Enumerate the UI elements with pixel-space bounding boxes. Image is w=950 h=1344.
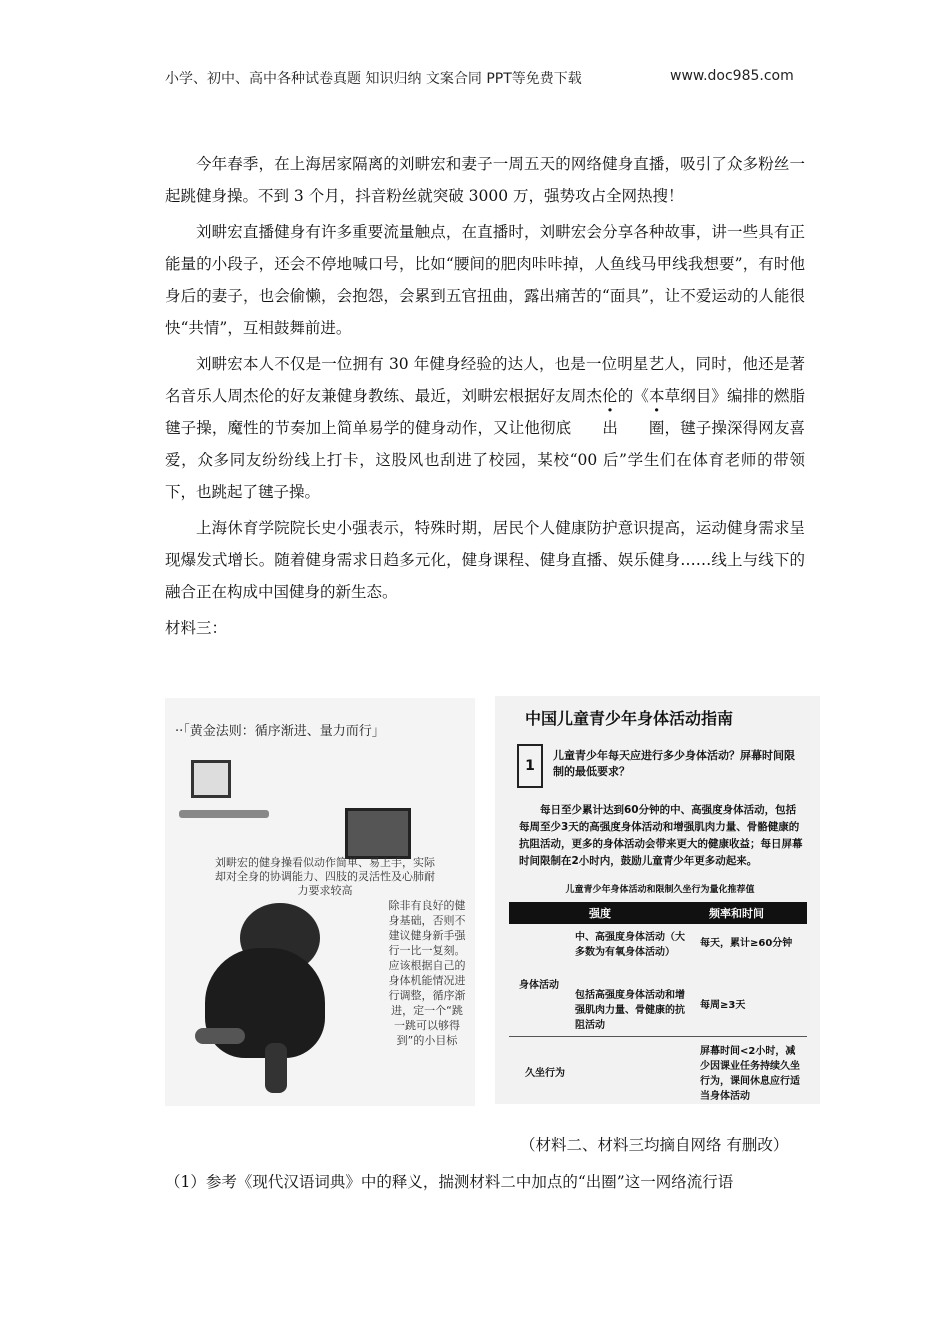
- paragraph-2: 刘畊宏直播健身有许多重要流量触点，在直播时，刘畊宏会分享各种故事，讲一些具有正能量的小段子，还会不停地喊口号，比如“腰间的肥肉咔咔掉，人鱼线马甲线我想要”，有时他身后的妻子，也会偷懒，会抱怨，会累到五官扭曲，露出痛苦的“面具”，让不爱运动的人能很快“共情”，互相鼓舞前进。: [165, 223, 805, 337]
- cell-high-freq: 每周≥3天: [700, 1000, 746, 1011]
- activity-guide-image: [495, 696, 820, 1104]
- guide-table-caption: 儿童青少年身体活动和限制久坐行为量化推荐值: [565, 885, 755, 895]
- paragraph-3: [165, 348, 805, 508]
- tv-screen-icon: [345, 808, 411, 859]
- coat-hook-icon: [179, 810, 269, 818]
- cell-moderate-freq: 每天，累计≥60分钟: [700, 938, 793, 949]
- emphasis-dot-quan: 圈: [648, 419, 665, 437]
- row-sedentary-label: 久坐行为: [525, 1068, 565, 1079]
- row-activity-label: 身体活动: [519, 980, 559, 991]
- paragraph-3-start: 刘畊宏本人不仅是一位拥有 30 年健身经验的达人，也是一位明星艺人，同时，他还是著名音乐人周杰伦的好友兼健身教练、最近，刘畊宏根据好友周杰伦的《本草纲目》编排的燃脂毽子操，魔性的节奏加上简单易学的健身动作，又让他彻底: [165, 355, 805, 437]
- page-header: [165, 68, 805, 88]
- cartoon-caption: 刘畊宏的健身操看似动作简单、易上手，实际却对全身的协调能力、四肢的灵活性及心肺耐力要求较高: [215, 856, 435, 897]
- guide-question: 儿童青少年每天应进行多少身体活动？屏幕时间限制的最低要求？: [553, 749, 795, 778]
- table-divider: [509, 1036, 807, 1037]
- cell-high: 包括高强度身体活动和增强肌肉力量、骨健康的抗阻活动: [575, 990, 685, 1031]
- cartoon-side-text: 除非有良好的健身基础，否则不建议健身新手强行一比一复刻。应该根据自己的身体机能情况进行调整，循序渐进，定一个“跳一跳可以够得到”的小目标: [388, 899, 466, 1047]
- guide-paragraph: 每日至少累计达到60分钟的中、高强度身体活动，包括每周至少3天的高强度身体活动和增强肌肉力量、骨骼健康的抗阻活动，更多的身体活动会带来更大的健康收益；每日屏幕时间限制在2小时内，鼓励儿童青少年更多动起来。: [519, 804, 803, 867]
- question-1: （1）参考《现代汉语词典》中的释义，揣测材料二中加点的“出圈”这一网络流行语: [165, 1173, 734, 1191]
- paragraph-4: 上海休育学院院长史小强表示，特殊时期，居民个人健康防护意识提高，运动健身需求呈现爆发式增长。随着健身需求日趋多元化，健身课程、健身直播、娱乐健身……线上与线下的融合正在构成中国健身的新生态。: [165, 519, 805, 601]
- emphasis-dot-chu: 出: [602, 419, 618, 437]
- article-body: [165, 148, 805, 648]
- cell-moderate: 中、高强度身体活动（大多数为有氧身体活动）: [575, 932, 685, 958]
- cell-sedentary: 屏幕时间<2小时，减少因课业任务持续久坐行为，课间休息应行适当身体活动: [700, 1046, 800, 1102]
- paragraph-3-end: ，毽子操深得网友喜爱，众多同友纷纷线上打卡，这股风也刮进了校园，某校“00 后”学生们在体育老师的带领下，也跳起了毽子操。: [165, 419, 805, 501]
- cat-leg-icon: [265, 1043, 287, 1093]
- guide-table-header: [509, 902, 807, 924]
- cartoon-illustration: [165, 698, 475, 1106]
- picture-frame-icon: [191, 760, 231, 798]
- guide-number: 1: [517, 744, 543, 788]
- col-intensity: 强度: [589, 907, 611, 920]
- material-3-label: 材料三：: [165, 619, 228, 637]
- col-frequency: 频率和时间: [709, 907, 764, 920]
- header-text: 小学、初中、高中各种试卷真题 知识归纳 文案合同 PPT等免费下载: [165, 71, 582, 87]
- header-site-link[interactable]: www.doc985.com: [670, 68, 794, 84]
- guide-title: 中国儿童青少年身体活动指南: [525, 709, 734, 728]
- cat-foot-icon: [195, 1028, 245, 1044]
- golden-rule-title: ··「黄金法则：循序渐进、量力而行」: [175, 724, 385, 739]
- source-note: （材料二、材料三均摘自网络 有删改）: [520, 1136, 789, 1154]
- paragraph-1: 今年春季，在上海居家隔离的刘畊宏和妻子一周五天的网络健身直播，吸引了众多粉丝一起跳健身操。不到 3 个月，抖音粉丝就突破 3000 万，强势攻占全网热搜！: [165, 155, 805, 205]
